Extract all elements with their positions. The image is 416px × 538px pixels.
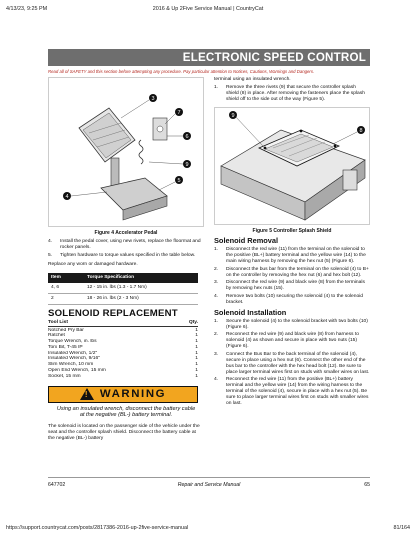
callout-3: [149, 94, 157, 102]
warning-triangle-icon: !: [80, 388, 94, 400]
list-item: Slim Wrench, 10 mm 1: [48, 362, 198, 368]
svg-text:6: 6: [185, 134, 189, 140]
svg-text:9: 9: [231, 113, 235, 119]
continued-text: terminal using an insulated wrench.: [214, 77, 291, 82]
warning-text: Using an insulated wrench, disconnect the battery cable at the negative (BL-) battery terminal.: [56, 405, 196, 419]
print-timestamp: 4/13/23, 9:25 PM: [6, 6, 48, 12]
svg-text:9: 9: [185, 162, 189, 168]
right-column: [214, 77, 370, 409]
list-item: Open End Wrench, 15 mm 1: [48, 368, 198, 374]
solenoid-replacement-heading: SOLENOID REPLACEMENT: [48, 307, 178, 319]
print-url: https://support.countrycat.com/posts/2817386-2016-up-2five-service-manual: [6, 525, 189, 531]
warning-label: WARNING: [99, 388, 167, 401]
removal-steps: [214, 247, 370, 306]
list-item: Insulated Wrench, 1/2" 1: [48, 350, 198, 356]
callout-8: [357, 126, 365, 134]
warning-banner: [48, 386, 198, 403]
list-item: Ratchet 1: [48, 333, 198, 339]
solenoid-location-text: The solenoid is located on the passenger side of the vehicle under the seat and the controller splash shield. Disconnect the battery cable at the negative (BL-) battery: [48, 424, 200, 442]
step-item: 5. Tighten hardware to torque values specified in the table below.: [48, 252, 196, 258]
solenoid-installation-heading: Solenoid Installation: [214, 307, 287, 317]
print-page-title: 2016 & Up 2Five Service Manual | CountryCat: [152, 6, 264, 12]
list-item: Socket, 15 mm 1: [48, 373, 198, 379]
install-steps-left: [48, 239, 204, 259]
figure-5-caption: Figure 5 Controller Splash Shield: [252, 228, 332, 234]
svg-text:7: 7: [177, 110, 181, 116]
callout-5: [175, 176, 183, 184]
callout-4: [63, 192, 71, 200]
left-column: [48, 77, 204, 442]
table-row: 2 18 - 26 in. lbs (2 - 3 Nm): [48, 293, 198, 304]
step-item: 2. Disconnect the bus bar from the terminal on the solenoid (4) to B+ on the controller by removing the hex nut (6) and hex bolt (12).: [214, 266, 369, 278]
browser-print-header: [6, 6, 410, 15]
controller-splash-shield-figure: [214, 107, 370, 225]
accelerator-pedal-illustration: [49, 78, 205, 228]
accelerator-pedal-figure: [48, 77, 204, 227]
tool-list-header: Tool List Qty.: [48, 319, 198, 325]
step-item: 4. Reconnect the red wire (11) from the positive (BL+) battery terminal and the yellow wire (14) from the wiring harness to the terminal of the solenoid (4), secure in place with a hex nut (5). Be sure to place larger terminal wires first on studs with smaller wires on last.: [214, 377, 369, 406]
torque-table: [48, 273, 198, 305]
figure-4-caption: Figure 4 Accelerator Pedal: [94, 230, 158, 236]
solenoid-removal-heading: Solenoid Removal: [214, 236, 279, 245]
installation-steps: [214, 319, 370, 408]
list-item: Notched Pry Bar 1: [48, 327, 198, 333]
svg-text:5: 5: [177, 178, 181, 184]
svg-text:3: 3: [151, 96, 155, 102]
splash-shield-illustration: [215, 108, 371, 226]
step-item: 1. Remove the three rivets (9) that secure the controller splash shield (8) in place. After removing the fasteners place the splash shield off to the side out of the way (Figure 5).: [214, 85, 365, 102]
splash-shield-steps: [214, 85, 370, 103]
callout-9: [229, 111, 237, 119]
svg-text:4: 4: [65, 194, 69, 200]
torque-header-item: Item: [48, 273, 84, 283]
step-item: 1. Secure the solenoid (4) to the solenoid bracket with two bolts (10) (Figure 6).: [214, 318, 368, 330]
print-page-counter: 81/164: [393, 525, 410, 531]
step-item: 4. Install the pedal cover, using new rivets, replace the floormat and rocker panels.: [48, 239, 201, 250]
manual-name: Repair and Service Manual: [177, 482, 241, 488]
page-footer: [48, 477, 370, 491]
table-row: 4, 6 12 - 15 in. lbs (1.3 - 1.7 Nm): [48, 283, 198, 294]
section-banner: ELECTRONIC SPEED CONTROL: [48, 49, 370, 66]
step-item: 3. Connect the Bus Bar to the back terminal of the solenoid (4), secure in place using a hex nut (6). Connect the other end of the bus bar to the controller with the hex head bolt (12). Be sure to place larger terminal wires first on studs with smaller wires on last.: [214, 351, 370, 375]
torque-header-spec: Torque Specification: [84, 273, 198, 283]
part-number: 647702: [48, 482, 66, 488]
step-item: 2. Reconnect the red wire (9) and black wire (8) from harness to solenoid (4) as shown and secure in place with two nuts (15) (Figure 6).: [214, 332, 359, 349]
page-number: 65: [364, 482, 370, 488]
step-item: 3. Disconnect the red wire (9) and black wire (8) from the terminals by removing hex nuts (15).: [214, 280, 365, 291]
list-item: Insulated Wrench, 9/16" 1: [48, 356, 198, 362]
safety-note: Read all of SAFETY and this section before attempting any procedure. Pay particular attention to Notices, Cautions, Warnings and Dangers.: [48, 69, 315, 74]
list-item: Torx Bit, T-45 IP 1: [48, 344, 198, 350]
replace-hardware-note: Replace any worn or damaged hardware.: [48, 261, 138, 267]
list-item: Torque Wrench, in. lbs 1: [48, 339, 198, 345]
manual-page: [48, 40, 370, 502]
step-item: 1. Disconnect the red wire (11) from the terminal on the solenoid to the positive (BL+) battery terminal and the yellow wire (14) to the main wiring harness by removing the hex nut (5) (Figure 6).: [214, 247, 366, 264]
callout-7: [175, 108, 183, 116]
browser-print-footer: [6, 525, 410, 534]
callout-6: [183, 132, 191, 140]
callout-9: [183, 160, 191, 168]
step-item: 4. Remove two bolts (10) securing the solenoid (4) to the solenoid bracket.: [214, 293, 364, 305]
svg-text:8: 8: [359, 128, 363, 134]
tool-list: [48, 320, 198, 380]
